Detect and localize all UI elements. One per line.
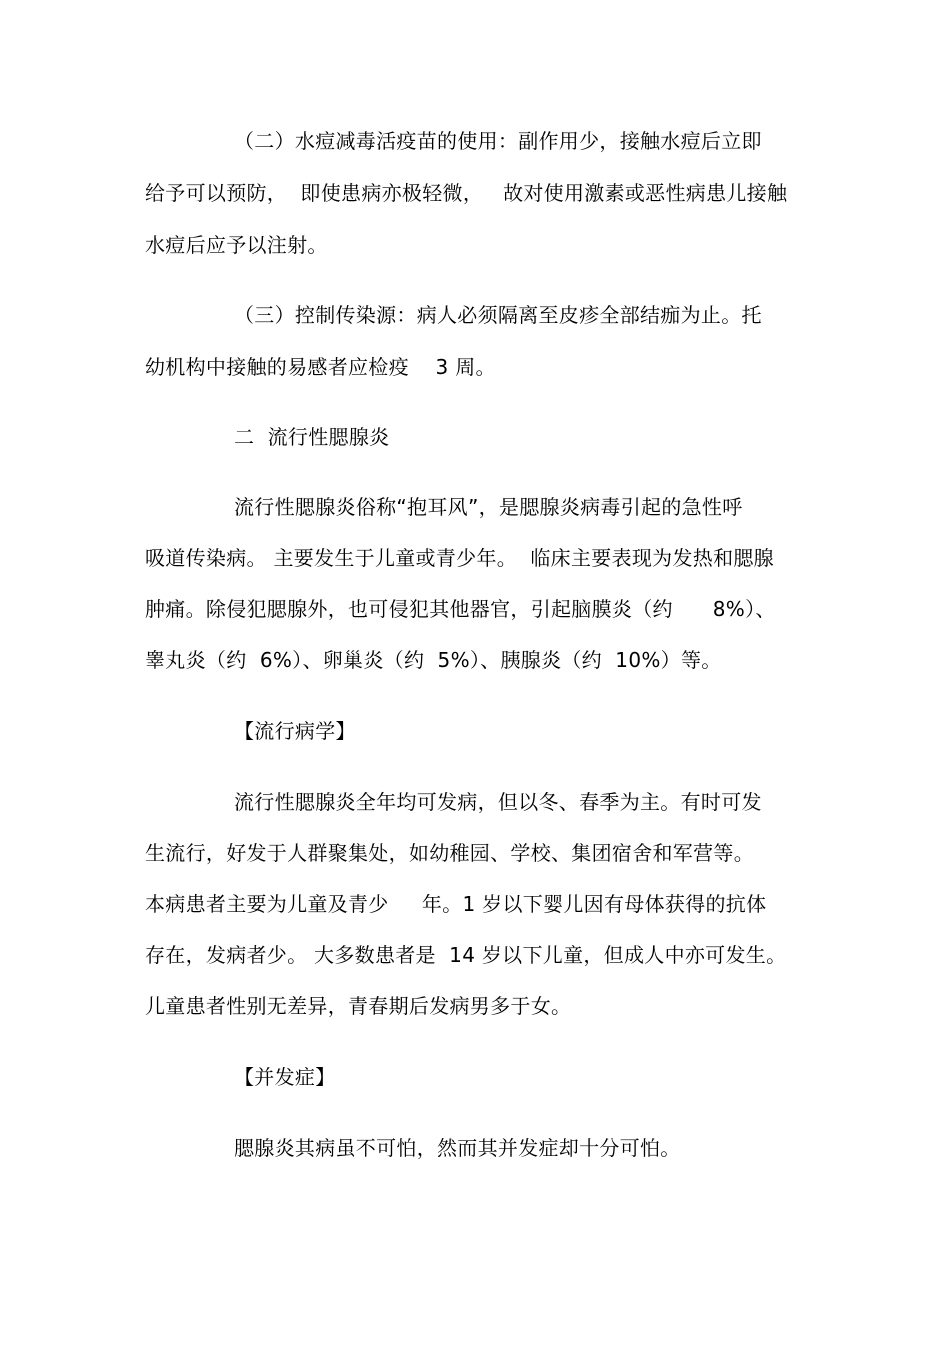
paragraph-line: 吸道传染病。 主要发生于儿童或青少年。 临床主要表现为发热和腮腺 [145, 546, 774, 570]
paragraph-line: 儿童患者性别无差异，青春期后发病男多于女。 [145, 994, 572, 1018]
subsection-heading: 【流行病学】 [234, 719, 356, 743]
paragraph-line: （三）控制传染源：病人必须隔离至皮疹全部结痂为止。托 [234, 303, 762, 327]
paragraph-line: 生流行，好发于人群聚集处，如幼稚园、学校、集团宿舍和军营等。 [145, 841, 754, 865]
paragraph-line: 肿痛。除侵犯腮腺外，也可侵犯其他器官，引起脑膜炎（约 8%）、 [145, 597, 776, 621]
paragraph-line: 本病患者主要为儿童及青少 年。1 岁以下婴儿因有母体获得的抗体 [145, 892, 767, 916]
paragraph-line: 水痘后应予以注射。 [145, 233, 328, 257]
paragraph-line: 幼机构中接触的易感者应检疫 3 周。 [145, 355, 496, 379]
paragraph-line: 腮腺炎其病虽不可怕，然而其并发症却十分可怕。 [234, 1136, 681, 1160]
section-heading: 二 流行性腮腺炎 [234, 425, 390, 449]
paragraph-line: （二）水痘减毒活疫苗的使用：副作用少，接触水痘后立即 [234, 129, 762, 153]
paragraph-line: 流行性腮腺炎全年均可发病，但以冬、春季为主。有时可发 [234, 790, 762, 814]
paragraph-line: 给予可以预防， 即使患病亦极轻微， 故对使用激素或恶性病患儿接触 [145, 181, 788, 205]
subsection-heading: 【并发症】 [234, 1065, 336, 1089]
paragraph-line: 流行性腮腺炎俗称“抱耳风”，是腮腺炎病毒引起的急性呼 [234, 495, 743, 519]
paragraph-line: 存在，发病者少。 大多数患者是 14 岁以下儿童，但成人中亦可发生。 [145, 943, 787, 967]
paragraph-line: 睾丸炎（约 6%）、卵巢炎（约 5%）、胰腺炎（约 10%）等。 [145, 648, 722, 672]
